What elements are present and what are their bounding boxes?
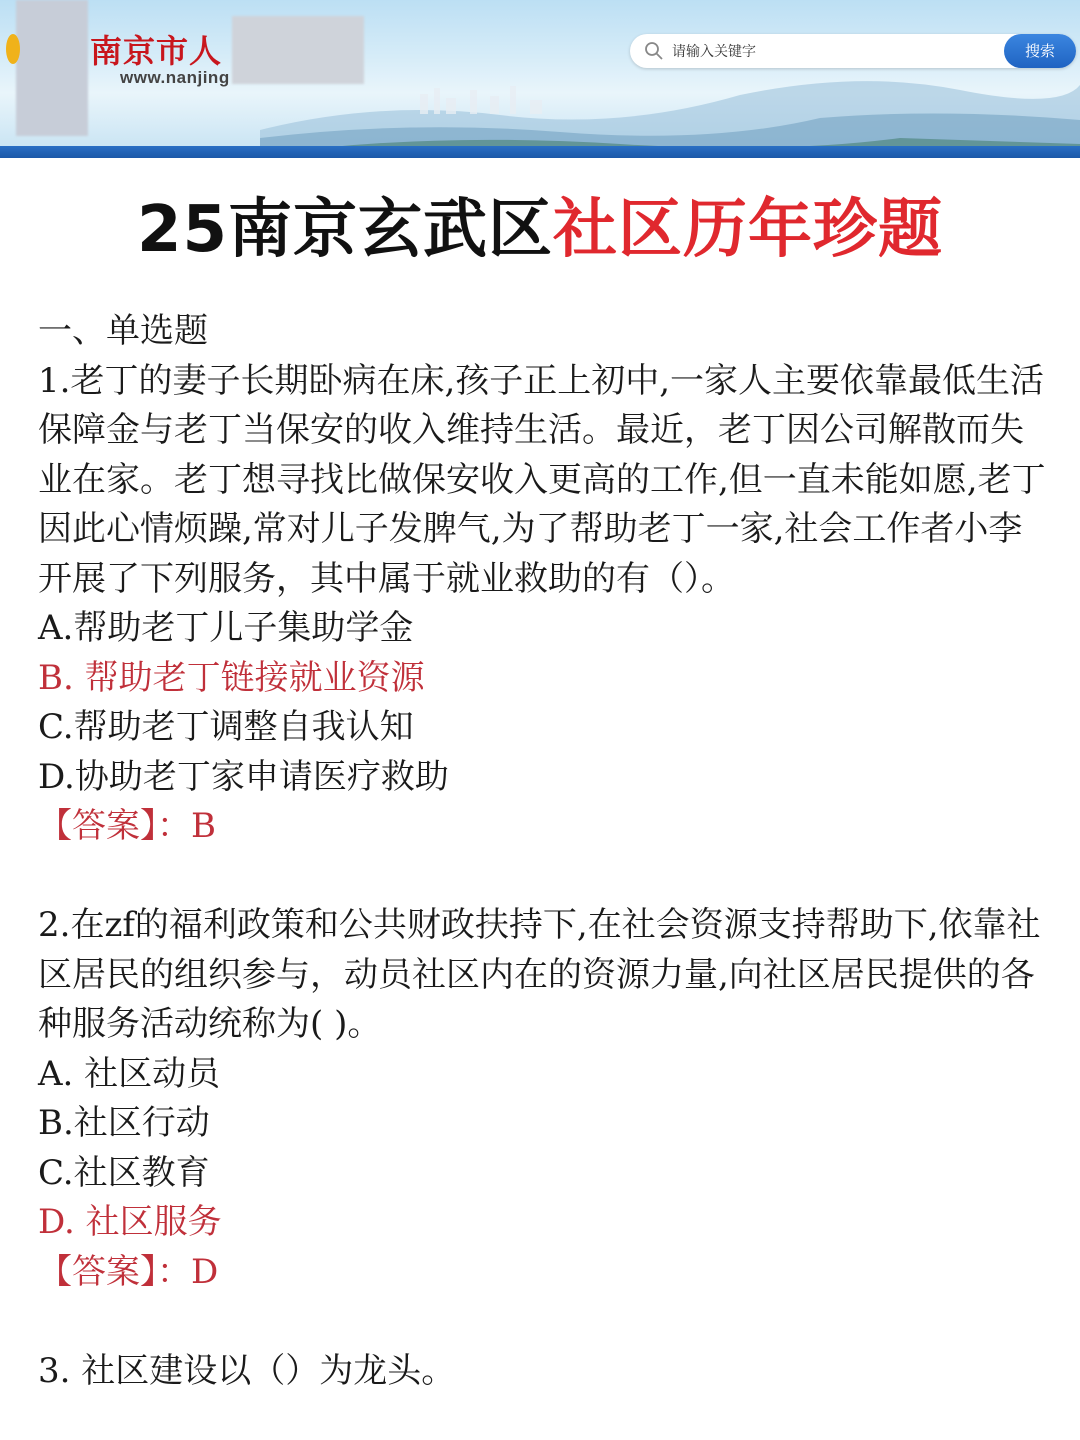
question-1-answer: 【答案】：B (38, 806, 216, 846)
question-2-stem: 2.在zf的福利政策和公共财政扶持下,在社会资源支持帮助下,依靠社区居民的组织参与，动员社区内在的资源力量,向社区居民提供的各种服务活动统称为( )。 (38, 905, 1041, 1044)
question-content (38, 307, 1048, 1396)
question-1-option-d: D.协助老丁家申请医疗救助 (38, 756, 449, 797)
site-banner (0, 0, 1080, 150)
section-heading: 一、单选题 (38, 311, 208, 351)
spacer (38, 1297, 1048, 1347)
question-2-option-b: B.社区行动 (38, 1103, 210, 1143)
question-2-option-d: D. 社区服务 (38, 1202, 222, 1242)
question-1-stem: 1.老丁的妻子长期卧病在床,孩子正上初中,一家人主要依靠最低生活保障金与老丁当保安的收入维持生活。最近，老丁因公司解散而失业在家。老丁想寻找比做保安收入更高的工作,但一直未能如愿,老丁因此心情烦躁,常对儿子发脾气,为了帮助老丁一家,社会工作者小李开展了下列服务，其中属于就业救助的有（）。 (38, 360, 1046, 599)
site-name[interactable]: 南京市人 (90, 32, 223, 70)
search-button[interactable]: 搜索 (1004, 34, 1076, 68)
question-1-option-a: A.帮助老丁儿子集助学金 (38, 608, 414, 648)
search-icon (644, 41, 664, 61)
search-box[interactable] (630, 34, 1076, 68)
question-2-answer: 【答案】：D (38, 1251, 219, 1292)
city-skyline-image (260, 60, 1080, 150)
banner-divider (0, 146, 1080, 158)
logo-icon (6, 34, 20, 64)
spacer (38, 852, 1048, 902)
blurred-region (16, 0, 88, 136)
title-part-black: 25南京玄武区 (136, 193, 554, 267)
page-title (0, 192, 1080, 268)
question-1-option-b: B. 帮助老丁链接就业资源 (38, 657, 425, 698)
site-url[interactable]: www.nanjing (120, 68, 230, 87)
title-part-red: 社区历年珍题 (553, 193, 944, 267)
question-2-option-a: A. 社区动员 (38, 1053, 221, 1094)
question-3-stem: 3. 社区建设以（）为龙头。 (38, 1350, 456, 1391)
question-2-option-c: C.社区教育 (38, 1152, 210, 1193)
search-input[interactable]: 请输入关键字 (672, 44, 756, 60)
question-1-option-c: C.帮助老丁调整自我认知 (38, 707, 414, 747)
